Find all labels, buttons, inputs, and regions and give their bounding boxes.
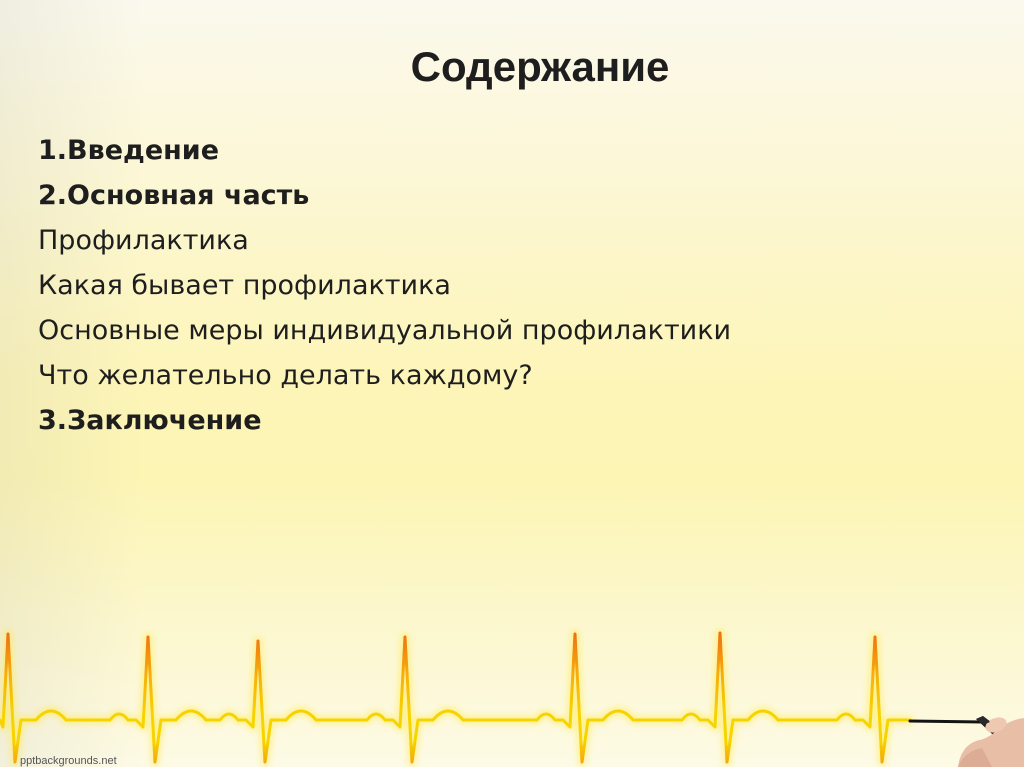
- hand-with-pen-icon: [958, 715, 1024, 767]
- contents-item-prevention: Профилактика: [38, 225, 249, 256]
- pen-drawn-line: [910, 721, 982, 722]
- pen-tip-shape: [976, 716, 990, 725]
- contents-item-prevention-types: Какая бывает профилактика: [38, 270, 451, 301]
- contents-item-individual-measures: Основные меры индивидуальной профилактики: [38, 315, 732, 346]
- ecg-line: [0, 633, 910, 762]
- contents-item-main-part: 2.Основная часть: [38, 180, 310, 211]
- ecg-line-glow: [0, 633, 910, 762]
- slide-title: Содержание: [410, 43, 670, 90]
- contents-item-conclusion: 3.Заключение: [38, 405, 262, 436]
- hand-shape: [958, 718, 1024, 767]
- pen-shape: [976, 716, 1012, 745]
- hand-shadow: [958, 748, 992, 767]
- contents-item-introduction: 1.Введение: [38, 135, 220, 166]
- watermark-text: pptbackgrounds.net: [20, 755, 117, 767]
- contents-list: [38, 128, 731, 443]
- contents-item-what-to-do: Что желательно делать каждому?: [38, 360, 533, 391]
- finger-tip-shape: [983, 715, 1008, 736]
